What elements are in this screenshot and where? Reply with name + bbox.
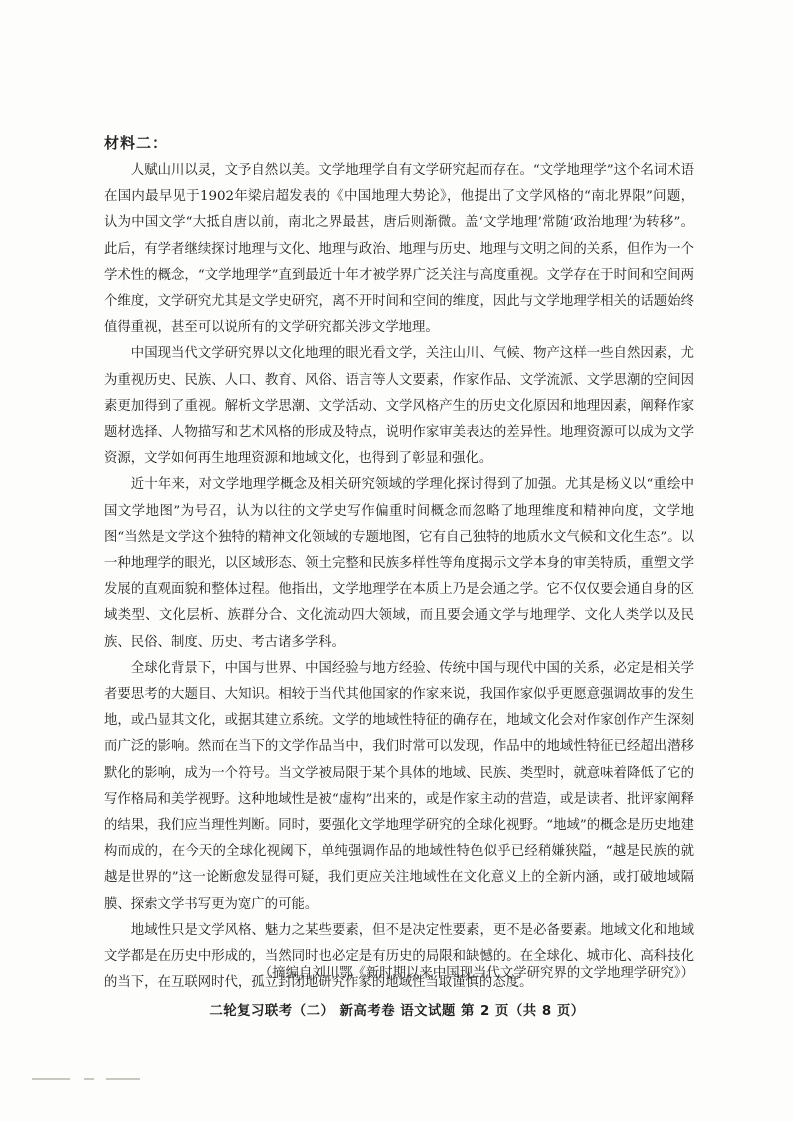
source-citation: （摘编自刘川鄂《新时期以来中国现当代文学研究界的文学地理学研究》） [258, 966, 694, 981]
paragraph: 全球化背景下，中国与世界、中国经验与地方经验、传统中国与现代中国的关系，必定是相关学者要思考的大题目、大知识。相较于当代其他国家的作家来说，我国作家似乎更愿意强调故事的发生地，或凸显其文化，或据其建立系统。文学的地域性特征的确存在，地域文化会对作家创作产生深刻而广泛的影响。然而在当下的文学作品当中，我们时常可以发现，作品中的地域性特征已经超出潜移默化的影响，成为一个符号。当文学被局限于某个具体的地域、民族、类型时，就意味着降低了它的写作格局和美学视野。这种地域性是被“虚构”出来的，或是作家主动的营造，或是读者、批评家阐释的结果，我们应当理性判断。同时，要强化文学地理学研究的全球化视野。“地域”的概念是历史地建构而成的，在今天的全球化视阈下，单纯强调作品的地域性特色似乎已经稍嫌狭隘，“越是民族的就越是世界的”这一论断愈发显得可疑，我们更应关注地域性在文化意义上的全新内涵，或打破地域隔膜、探索文学书写更为宽广的可能。 [104, 660, 694, 912]
paragraph: 近十年来，对文学地理学概念及相关研究领域的学理化探讨得到了加强。尤其是杨义以“重绘中国文学地图”为号召，认为以往的文学史写作偏重时间概念而忽略了地理维度和精神向度，文学地图“当然是文学这个独特的精神文化领域的专题地图，它有自己独特的地质水文气候和文化生态”。以一种地理学的眼光，以区域形态、领土完整和民族多样性等角度揭示文学本身的审美特质，重塑文学发展的直观面貌和整体过程。他指出，文学地理学在本质上乃是会通之学。它不仅仅要会通自身的区域类型、文化层析、族群分合、文化流动四大领域，而且要会通文学与地理学、文化人类学以及民族、民俗、制度、历史、考古诸多学科。 [104, 477, 694, 650]
page-footer: 二轮复习联考（二） 新高考卷 语文试题 第 2 页（共 8 页） [209, 1004, 585, 1019]
scan-artifact [32, 1078, 152, 1081]
paragraph: 中国现当代文学研究界以文化地理的眼光看文学，关注山川、气候、物产这样一些自然因素，尤为重视历史、民族、人口、教育、风俗、语言等人文要素，作家作品、文学流派、文学思潮的空间因素更加得到了重视。解析文学思潮、文学活动、文学风格产生的历史文化原因和地理因素，阐释作家题材选择、人物描写和艺术风格的形成及特点，说明作家审美表达的差异性。地理资源可以成为文学资源，文学如何再生地理资源和地域文化，也得到了彰显和强化。 [104, 346, 694, 467]
material-body [104, 158, 694, 997]
paragraph: 地域性只是文学风格、魅力之某些要素，但不是决定性要素，更不是必备要素。地域文化和地域文学都是在历史中形成的，当然同时也必定是有历史的局限和缺憾的。在全球化、城市化、高科技化的当下，在互联网时代，孤立封闭地研究作家的地域性当取谨慎的态度。 [104, 922, 694, 991]
material-heading: 材料二： [104, 134, 169, 152]
paragraph: 人赋山川以灵，文予自然以美。文学地理学自有文学研究起而存在。“文学地理学”这个名词术语在国内最早见于1902年梁启超发表的《中国地理大势论》，他提出了文学风格的“南北界限”问题，认为中国文学“大抵自唐以前，南北之界最甚，唐后则渐微。盖‘文学地理’常随‘政治地理’为转移”。此后，有学者继续探讨地理与文化、地理与政治、地理与历史、地理与文明之间的关系，但作为一个学术性的概念，“文学地理学”直到最近十年才被学界广泛关注与高度重视。文学存在于时间和空间两个维度，文学研究尤其是文学史研究，离不开时间和空间的维度，因此与文学地理学相关的话题始终值得重视，甚至可以说所有的文学研究都关涉文学地理。 [104, 163, 694, 336]
